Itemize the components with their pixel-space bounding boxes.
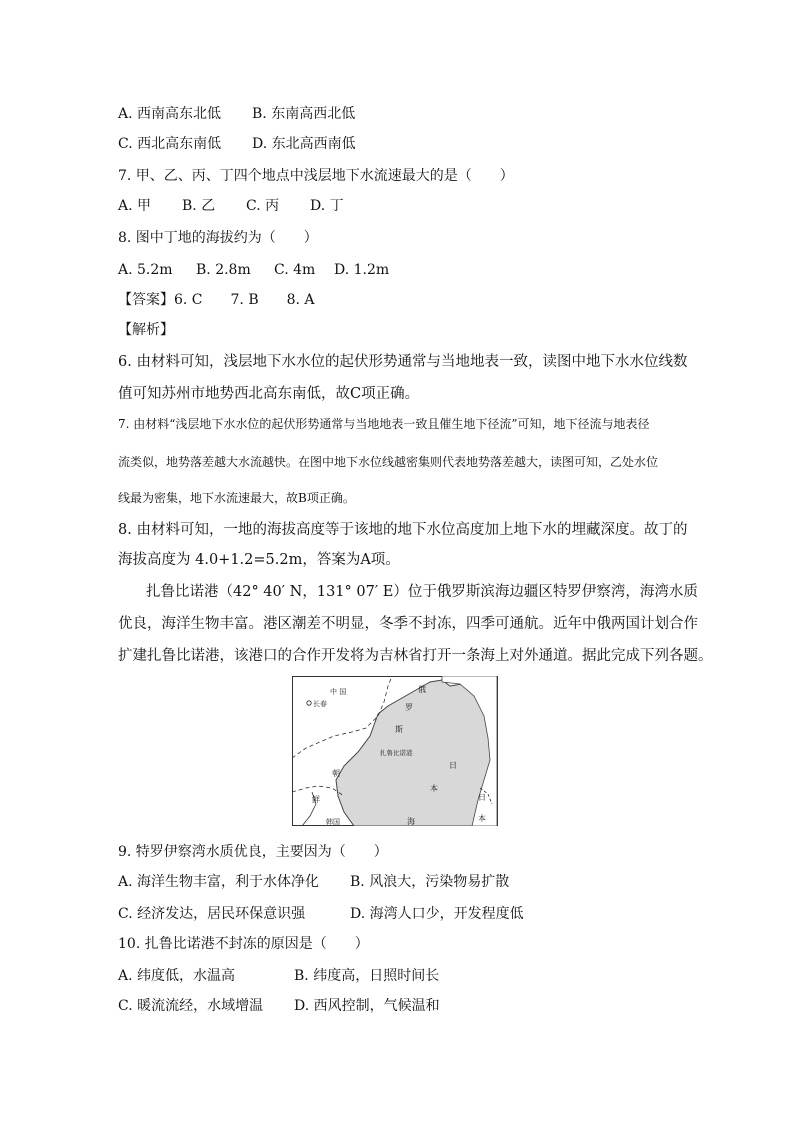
explanation-7-line1: 7. 由材料“浅层地下水水位的起伏形势通常与当地地表一致且催生地下径流”可知，地下径流与地表径 <box>118 417 650 431</box>
explanation-8-line2: 海拔高度为 4.0+1.2=5.2m，答案为A项。 <box>118 552 400 568</box>
passage-line1: 扎鲁比诺港（42° 40′ N，131° 07′ E）位于俄罗斯滨海边疆区特罗伊察湾，海湾水质 <box>146 584 698 600</box>
q6-option-b: B. 东南高西北低 <box>252 106 356 122</box>
q6-option-d: D. 东北高西南低 <box>252 136 356 152</box>
q8-option-d: D. 1.2m <box>334 262 390 278</box>
q9-stem: 9. 特罗伊察湾水质优良，主要因为（ ） <box>118 844 388 860</box>
explanation-6-line1: 6. 由材料可知，浅层地下水水位的起伏形势通常与当地地表一致，读图中地下水水位线数 <box>118 354 688 370</box>
explanation-6-line2: 值可知苏州市地势西北高东南低，故C项正确。 <box>118 386 420 402</box>
label-ben-top: 本 <box>430 784 438 793</box>
q7-stem: 7. 甲、乙、丙、丁四个地点中浅层地下水流速最大的是（ ） <box>118 168 514 184</box>
explanation-8-line1: 8. 由材料可知，一地的海拔高度等于该地的地下水位高度加上地下水的埋藏深度。故丁的 <box>118 522 688 538</box>
explanation-7-line2: 流类似，地势落差越大水流越快。在图中地下水位线越密集则代表地势落差越大，读图可知，乙处水位 <box>118 455 659 469</box>
label-korea: 韩国 <box>326 818 340 826</box>
q10-option-b: B. 纬度高，日照时间长 <box>294 968 440 984</box>
q10-options-row2 <box>118 996 440 1016</box>
analysis-heading: 【解析】 <box>118 322 174 338</box>
q10-options-row1 <box>118 966 439 986</box>
label-xian: 鲜 <box>312 795 320 804</box>
label-hai: 海 <box>407 817 415 826</box>
q6-options-row1 <box>118 104 355 124</box>
q7-option-c: C. 丙 <box>246 198 280 214</box>
q6-option-c: C. 西北高东南低 <box>118 136 222 152</box>
q8-option-c: C. 4m <box>274 262 316 278</box>
map-figure <box>292 676 498 826</box>
label-e: 俄 <box>418 685 426 694</box>
q10-option-a: A. 纬度低，水温高 <box>118 968 236 984</box>
q9-option-b: B. 风浪大，污染物易扩散 <box>350 874 510 890</box>
label-ri-top: 日 <box>449 761 457 770</box>
passage-line3: 扩建扎鲁比诺港，该港口的合作开发将为吉林省打开一条海上对外通道。据此完成下列各题。 <box>118 648 713 664</box>
q8-stem: 8. 图中丁地的海拔约为（ ） <box>118 230 318 246</box>
label-changchun: 长春 <box>313 700 327 708</box>
q6-options-row2 <box>118 134 356 154</box>
q9-option-a: A. 海洋生物丰富，利于水体净化 <box>118 874 320 890</box>
q8-option-b: B. 2.8m <box>196 262 251 278</box>
q9-options-row2 <box>118 904 524 924</box>
q7-option-a: A. 甲 <box>118 198 152 214</box>
q9-options-row1 <box>118 872 509 892</box>
passage-line2: 优良，海洋生物丰富。港区潮差不明显，冬季不封冻，四季可通航。近年中俄两国计划合作 <box>118 616 698 632</box>
label-ben-bottom: 本 <box>478 814 486 823</box>
q9-option-c: C. 经济发达，居民环保意识强 <box>118 906 306 922</box>
q10-option-c: C. 暖流流经，水域增温 <box>118 998 264 1014</box>
label-china: 中 国 <box>330 688 347 696</box>
label-luo: 罗 <box>405 703 413 712</box>
q7-option-b: B. 乙 <box>182 198 216 214</box>
q6-option-a: A. 西南高东北低 <box>118 106 222 122</box>
q8-options <box>118 260 389 280</box>
q10-stem: 10. 扎鲁比诺港不封冻的原因是（ ） <box>118 936 369 952</box>
explanation-7-line3: 线最为密集，地下水流速最大，故B项正确。 <box>118 491 355 505</box>
q10-option-d: D. 西风控制，气候温和 <box>294 998 440 1014</box>
label-si: 斯 <box>395 725 403 734</box>
label-ri-bottom: 日 <box>478 793 486 802</box>
label-chao: 朝 <box>332 769 340 778</box>
q9-option-d: D. 海湾人口少，开发程度低 <box>350 906 524 922</box>
q8-option-a: A. 5.2m <box>118 262 173 278</box>
q7-option-d: D. 丁 <box>310 198 344 214</box>
answer-line: 【答案】6. C 7. B 8. A <box>118 292 315 308</box>
q7-options <box>118 196 344 216</box>
label-zarubino-port: 扎鲁比诺港 <box>380 749 413 757</box>
